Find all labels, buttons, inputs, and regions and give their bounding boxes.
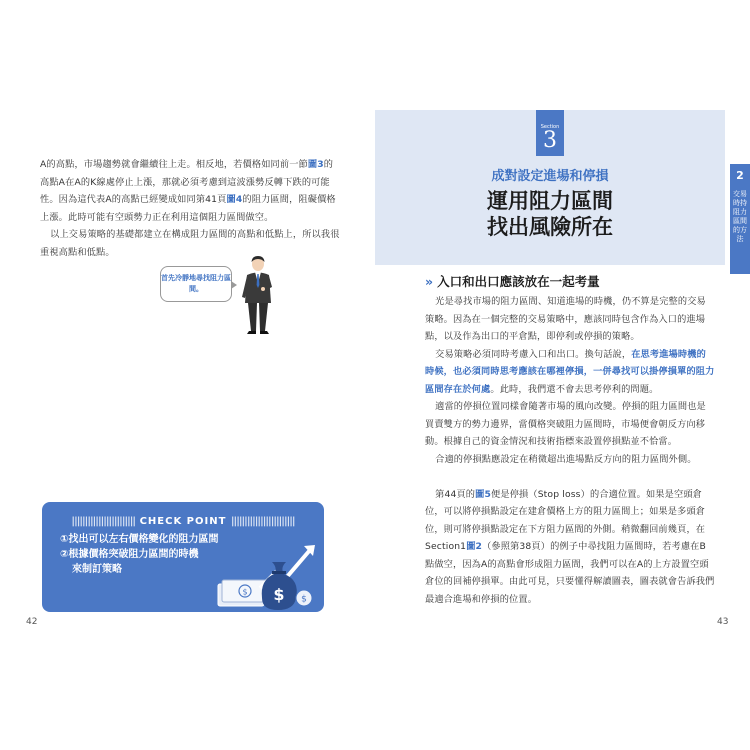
paragraph <box>425 451 715 469</box>
page-number-left: 42 <box>26 617 38 627</box>
text-segment: A的高點，市場趨勢就會繼續往上走。相反地，若價格如同前一節 <box>40 159 308 170</box>
speech-bubble <box>160 266 232 302</box>
section-title-line-1: 運用阻力區間 <box>487 189 613 213</box>
subsection-heading: » 入口和出口應該放在一起考量 <box>425 274 600 289</box>
check-point-list <box>60 532 218 577</box>
svg-text:$: $ <box>273 585 285 604</box>
chapter-side-text: 交易時持阻力區間的方法 <box>733 190 747 243</box>
paragraph <box>40 156 340 226</box>
text-segment: 的阻力區間，阻礙價格上漲。此時可能有空頭勢力正在利用這個阻力區間做空。 <box>40 194 336 223</box>
double-chevron-icon: » <box>425 274 434 289</box>
text-segment: 第44頁的 <box>435 488 476 500</box>
paragraph <box>425 398 715 451</box>
section-subtitle: 成對設定進場和停損 <box>491 169 609 184</box>
page-number-right: 43 <box>717 617 729 627</box>
text-segment: 。此時，我們還不會去思考停利的問題。 <box>490 383 659 395</box>
text-segment: 便是停損（Stop loss）的合適位置。如果是空頭倉位，可以將停損點設定在建倉價格上方的阻力區間上；如果是多頭倉位，則可將停損點設定在下方阻力區間的外側。稍微翻回前幾頁，在Section1 <box>425 488 706 552</box>
section-number: 3 <box>543 128 557 153</box>
section-title <box>375 188 725 240</box>
check-point-title: |||||||||||||||||||||||| CHECK POINT |||||||||||||||||||||||| <box>71 516 295 527</box>
text-segment: （參照第38頁）的例子中尋找阻力區間時，若考慮在B點做空，因為A的高點會形成阻力區間，我們可以在A的上方設置空頭倉位的回補停損單。由此可見，只要懂得解讀圖表，圖表就會告訴我們最適合進場和停損的位置。 <box>425 541 715 605</box>
figure-reference: 圖3 <box>307 159 324 170</box>
section-number-box <box>536 110 564 156</box>
paragraph <box>425 346 715 399</box>
businessman-illustration <box>236 255 280 335</box>
text-segment: 的高點A在A的K線處停止上漲，那就必須考慮到這波漲勢反轉下跌的可能性。因為這代表A的高點已經變成如同第41頁 <box>40 159 334 205</box>
figure-reference: 圖4 <box>226 194 243 205</box>
svg-text:$: $ <box>301 594 307 605</box>
check-point-item-2: ②根據價格突破阻力區間的時機 <box>60 549 199 560</box>
paragraph-gap <box>425 468 715 486</box>
paragraph <box>40 226 340 261</box>
highlighted-text: 在思考進場時機的時候，也必須同時思考應該在哪裡停損，一併尋找可以掛停損單的阻力區間存在於何處 <box>425 348 715 395</box>
section-label: Section <box>540 124 560 130</box>
text-segment: 合適的停損點應設定在稍微超出進場點反方向的阻力區間外側。 <box>435 453 697 465</box>
chapter-number: 2 <box>736 169 744 182</box>
check-point-item-1: ①找出可以左右價格變化的阻力區間 <box>60 534 219 545</box>
text-segment: 光是尋找市場的阻力區間、知道進場的時機，仍不算是完整的交易策略。因為在一個完整的交易策略中，應該同時包含作為入口的進場點，以及作為出口的平倉點，即停利或停損的策略。 <box>425 296 706 342</box>
check-point-item-2-cont: 來制訂策略 <box>72 564 122 575</box>
left-body-text <box>40 156 340 261</box>
right-page <box>375 0 750 750</box>
figure-reference: 圖5 <box>475 488 492 500</box>
money-growth-icon <box>214 538 324 612</box>
svg-text:$: $ <box>242 587 248 597</box>
text-segment: 以上交易策略的基礎都建立在構成阻力區間的高點和低點上，所以我很重視高點和低點。 <box>40 229 340 258</box>
text-segment: 適當的停損位置同樣會隨著市場的風向改變。停損的阻力區間也是買賣雙方的勢力邊界，當價格突破阻力區間時，市場便會朝反方向移動。根據自己的資金情況和技術指標來設置停損點並不恰當。 <box>425 401 706 447</box>
bubble-text: 首先冷靜地尋找阻力區間。 <box>161 274 231 293</box>
text-segment: 交易策略必須同時考慮入口和出口。換句話說， <box>435 348 632 360</box>
right-body-text <box>425 293 715 608</box>
paragraph <box>425 293 715 346</box>
figure-reference: 圖2 <box>466 541 483 552</box>
section-title-line-2: 找出風險所在 <box>487 215 613 239</box>
paragraph <box>425 486 715 609</box>
